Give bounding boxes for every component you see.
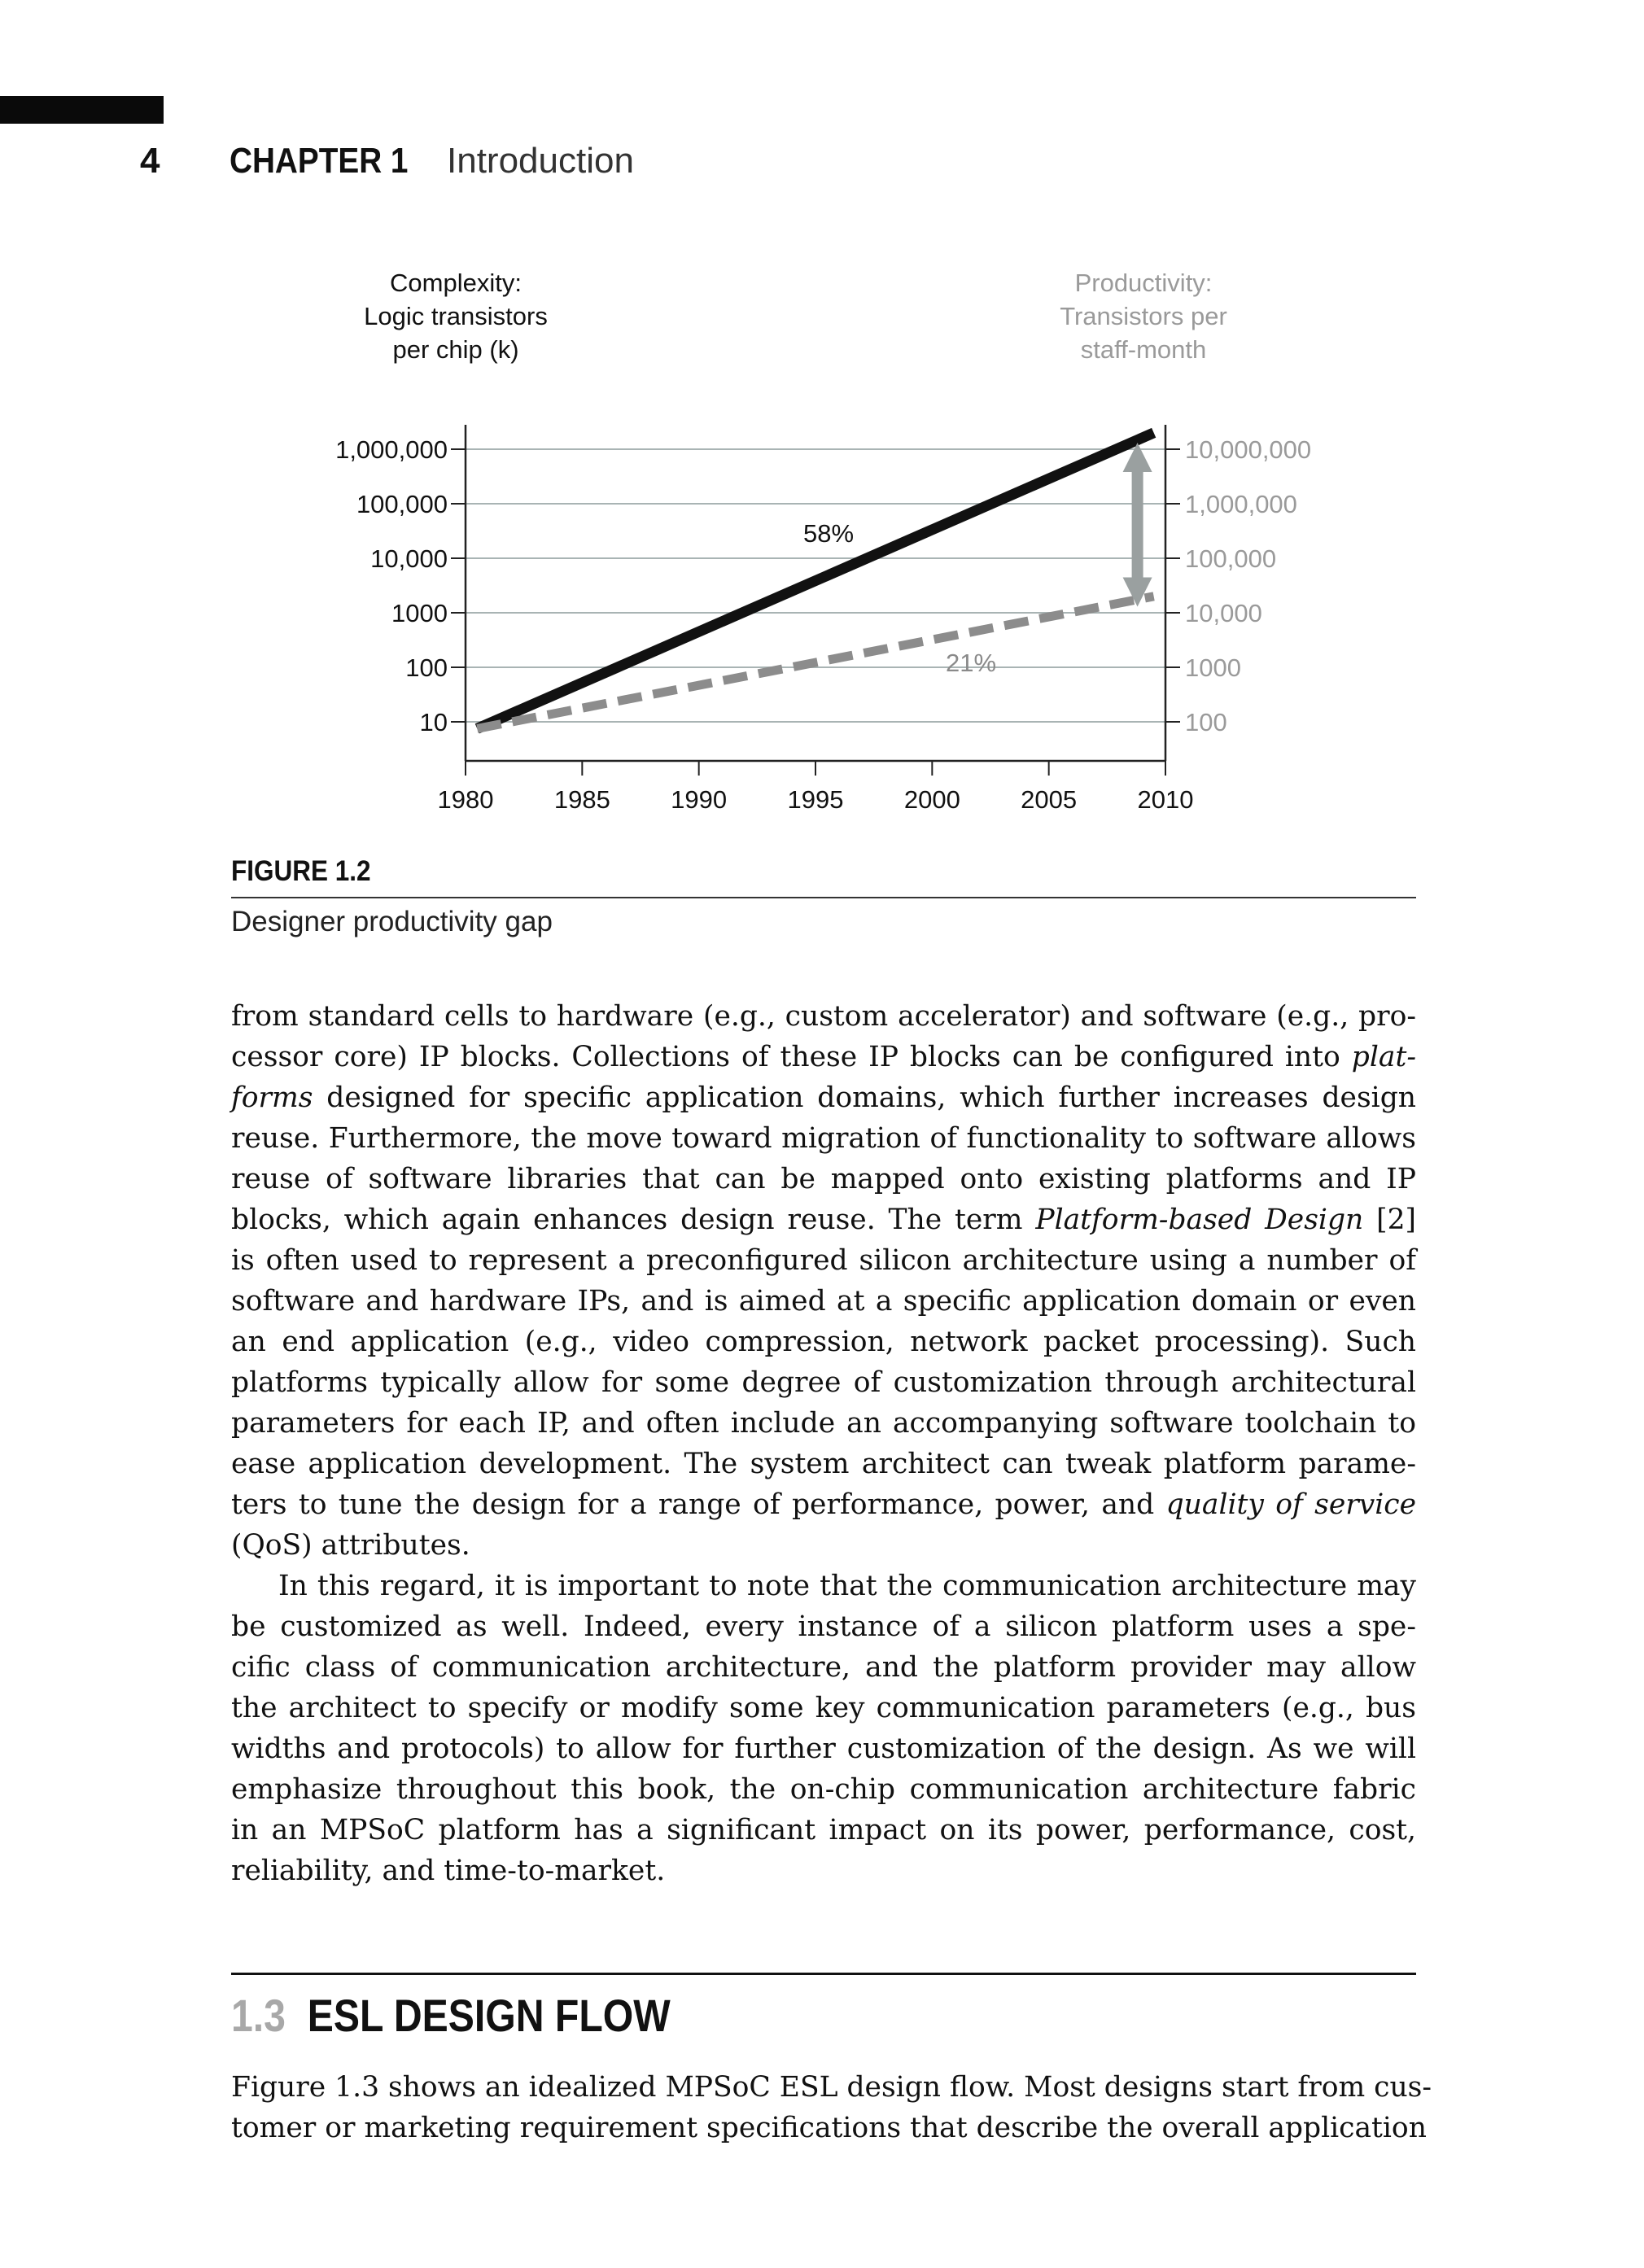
x-tick-label: 1990 bbox=[671, 785, 728, 814]
text-line: platforms typically allow for some degree of customization through architectural bbox=[231, 1366, 1416, 1399]
left-tick-label: 100 bbox=[405, 653, 448, 682]
text-line: In this regard, it is important to note that the communication architecture may bbox=[278, 1570, 1416, 1602]
page-corner-bar bbox=[0, 96, 164, 124]
right-tick-label: 1000 bbox=[1185, 653, 1241, 682]
left-tick-label: 1000 bbox=[391, 599, 448, 627]
right-tick-label: 10,000,000 bbox=[1185, 435, 1312, 464]
paragraph-1 bbox=[231, 996, 1416, 1566]
right-tick-label: 10,000 bbox=[1185, 599, 1262, 627]
complexity-growth-label: 58% bbox=[802, 519, 855, 548]
figure-caption: Designer productivity gap bbox=[231, 906, 553, 937]
right-axis-title-line: staff-month bbox=[1080, 335, 1207, 364]
right-tick-label: 100,000 bbox=[1185, 544, 1277, 573]
section-heading bbox=[231, 1986, 671, 2046]
left-tick-label: 10 bbox=[419, 708, 448, 736]
text-line: be customized as well. Indeed, every instance of a silicon platform uses a spe- bbox=[231, 1610, 1416, 1643]
section-rule bbox=[231, 1973, 1416, 1975]
chapter-label: CHAPTER 1 bbox=[230, 141, 409, 181]
body-text-block bbox=[231, 996, 1416, 1891]
section-number: 1.3 bbox=[231, 1990, 286, 2041]
text-line: from standard cells to hardware (e.g., custom accelerator) and software (e.g., pro- bbox=[231, 1000, 1416, 1033]
text-line: reuse of software libraries that can be mapped onto existing platforms and IP bbox=[231, 1163, 1416, 1195]
right-axis-title-line: Transistors per bbox=[1060, 302, 1227, 330]
text-line: parameters for each IP, and often include an accompanying software toolchain to bbox=[231, 1407, 1416, 1440]
text-line: blocks, which again enhances design reuse. The term Platform-based Design [2] bbox=[231, 1204, 1416, 1236]
section-body bbox=[231, 2067, 1432, 2148]
text-line: the architect to specify or modify some key communication parameters (e.g., bus bbox=[231, 1692, 1416, 1724]
text-line: Figure 1.3 shows an idealized MPSoC ESL design flow. Most designs start from cus- bbox=[231, 2071, 1432, 2104]
text-line: is often used to represent a preconfigured silicon architecture using a number of bbox=[231, 1244, 1416, 1277]
x-tick-label: 2010 bbox=[1137, 785, 1194, 814]
page-number: 4 bbox=[140, 141, 160, 181]
text-line: cific class of communication architecture, and the platform provider may allow bbox=[231, 1651, 1416, 1684]
complexity-series-line bbox=[477, 433, 1153, 729]
figure-label: FIGURE 1.2 bbox=[231, 855, 371, 887]
x-tick-label: 1985 bbox=[553, 785, 610, 814]
left-axis-title-line: per chip (k) bbox=[392, 335, 519, 364]
text-line: ease application development. The system architect can tweak platform parame- bbox=[231, 1448, 1416, 1480]
chapter-title: Introduction bbox=[447, 141, 634, 181]
figure-caption-rule bbox=[231, 897, 1416, 898]
left-axis-title bbox=[309, 266, 602, 366]
text-line: cessor core) IP blocks. Collections of these IP blocks can be configured into plat- bbox=[231, 1041, 1416, 1073]
section-title: ESL DESIGN FLOW bbox=[307, 1990, 671, 2041]
left-tick-label: 10,000 bbox=[370, 544, 448, 573]
right-tick-label: 100 bbox=[1185, 708, 1227, 736]
text-line: (QoS) attributes. bbox=[231, 1529, 470, 1562]
text-line: widths and protocols) to allow for further customization of the design. As we will bbox=[231, 1733, 1416, 1765]
text-line: software and hardware IPs, and is aimed at a specific application domain or even bbox=[231, 1285, 1416, 1318]
text-line: an end application (e.g., video compression, network packet processing). Such bbox=[231, 1326, 1416, 1358]
right-axis-title-line: Productivity: bbox=[1074, 269, 1213, 297]
productivity-series-line bbox=[477, 596, 1153, 729]
text-line: ters to tune the design for a range of performance, power, and quality of service bbox=[231, 1488, 1416, 1521]
text-line: in an MPSoC platform has a significant impact on its power, performance, cost, bbox=[231, 1814, 1416, 1846]
left-tick-label: 100,000 bbox=[356, 490, 448, 518]
productivity-growth-label: 21% bbox=[945, 649, 997, 677]
left-axis-title-line: Complexity: bbox=[390, 269, 522, 297]
right-tick-label: 1,000,000 bbox=[1185, 490, 1297, 518]
paragraph-2 bbox=[231, 1566, 1416, 1891]
right-axis-title bbox=[1001, 266, 1286, 366]
left-tick-label: 1,000,000 bbox=[335, 435, 448, 464]
text-line: emphasize throughout this book, the on-chip communication architecture fabric bbox=[231, 1773, 1416, 1806]
text-line: reliability, and time-to-market. bbox=[231, 1855, 666, 1887]
productivity-gap-chart bbox=[277, 382, 1400, 854]
text-line: reuse. Furthermore, the move toward migration of functionality to software allows bbox=[231, 1122, 1416, 1155]
left-axis-title-line: Logic transistors bbox=[364, 302, 548, 330]
paragraph-3 bbox=[231, 2067, 1432, 2148]
x-tick-label: 1980 bbox=[437, 785, 494, 814]
text-line: forms designed for specific application domains, which further increases design bbox=[231, 1082, 1416, 1114]
x-tick-label: 1995 bbox=[787, 785, 844, 814]
text-line: tomer or marketing requirement specifications that describe the overall application bbox=[231, 2112, 1427, 2144]
x-tick-label: 2000 bbox=[903, 785, 960, 814]
x-tick-label: 2005 bbox=[1021, 785, 1078, 814]
